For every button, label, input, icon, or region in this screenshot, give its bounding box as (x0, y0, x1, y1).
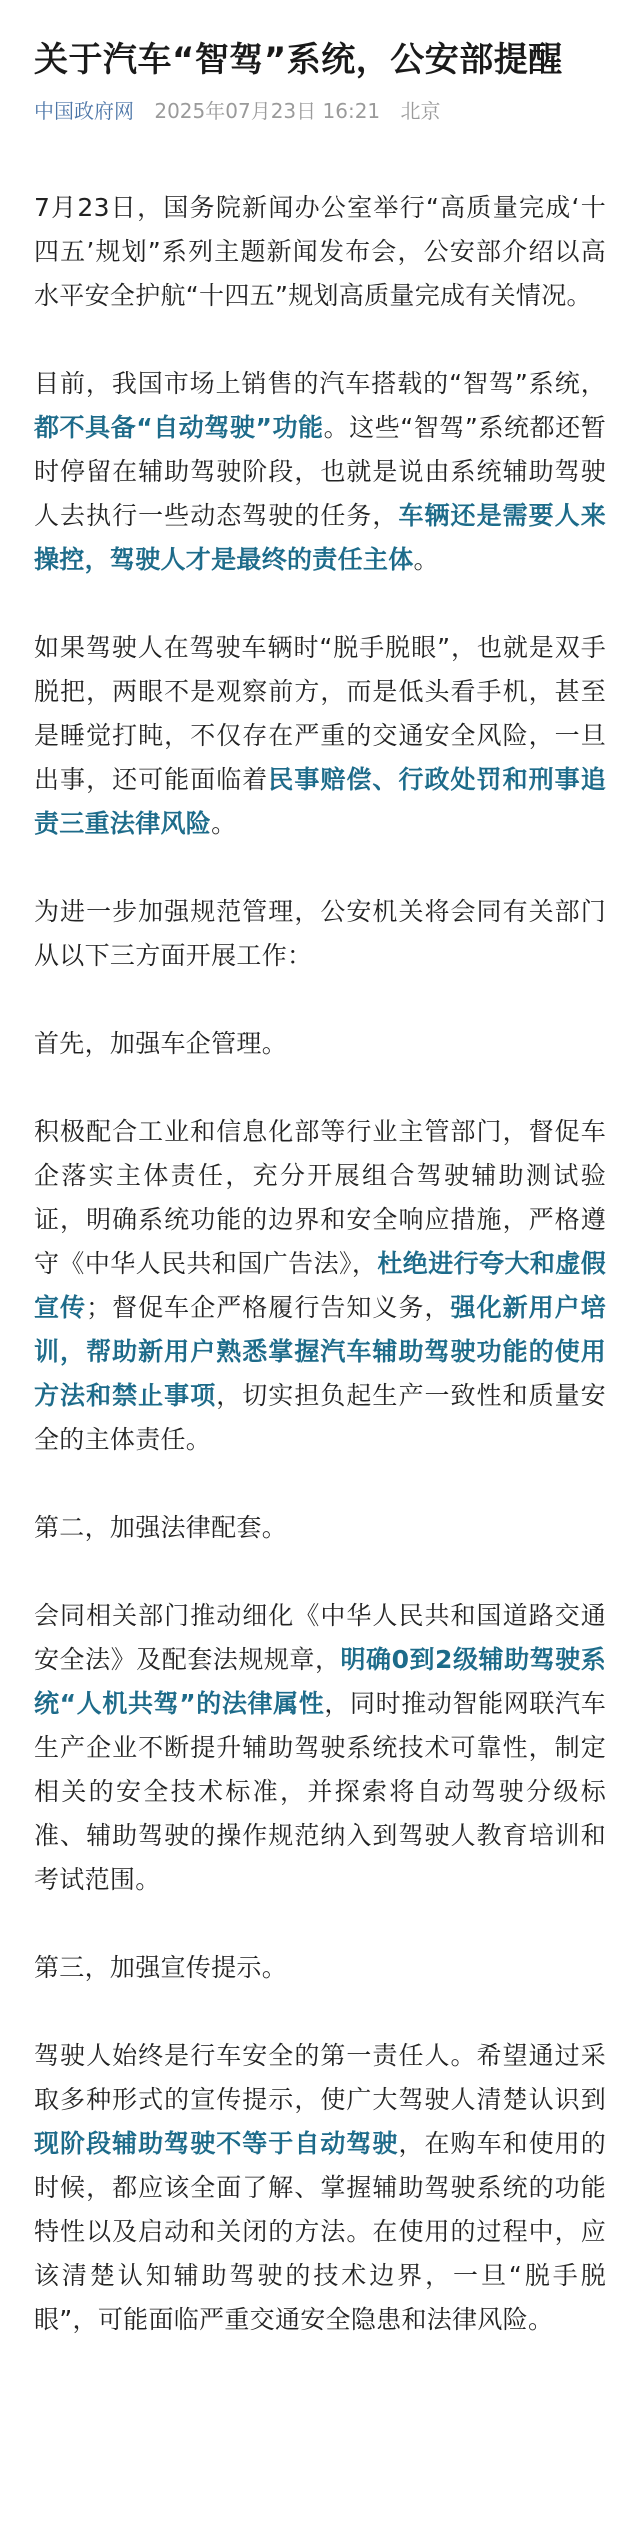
article-paragraph (34, 1022, 606, 1066)
highlighted-text: 民事赔偿、行政处罚和刑事追责三重法律风险 (34, 765, 606, 838)
paragraph-text: 首先，加强车企管理。 (34, 1029, 288, 1058)
publish-time: 2025年07月23日 16:21 (154, 99, 381, 123)
highlighted-text: 明确0到2级辅助驾驶系统“人机共驾”的法律属性 (34, 1645, 606, 1718)
publish-location: 北京 (400, 99, 441, 123)
source-link[interactable]: 中国政府网 (34, 99, 134, 123)
article-paragraph (34, 1506, 606, 1550)
paragraph-text: 7月23日，国务院新闻办公室举行“高质量完成‘十四五’规划”系列主题新闻发布会，公安部介绍以高水平安全护航“十四五”规划高质量完成有关情况。 (34, 193, 606, 310)
paragraph-text: 第三，加强宣传提示。 (34, 1953, 288, 1982)
article-body (34, 186, 606, 2342)
paragraph-text: 如果驾驶人在驾驶车辆时“脱手脱眼”，也就是双手脱把，两眼不是观察前方，而是低头看手机，甚至是睡觉打盹，不仅存在严重的交通安全风险，一旦出事，还可能面临着 (34, 633, 606, 794)
article-paragraph (34, 362, 606, 582)
paragraph-text: 。这些“智驾”系统都还暂时停留在辅助驾驶阶段，也就是说由系统辅助驾驶人去执行一些动态驾驶的任务， (34, 413, 606, 530)
article-paragraph (34, 890, 606, 978)
article-paragraph (34, 626, 606, 846)
article-meta (34, 96, 606, 126)
paragraph-text: ；督促车企严格履行告知义务， (86, 1293, 451, 1322)
highlighted-text: 强化新用户培训，帮助新用户熟悉掌握汽车辅助驾驶功能的使用方法和禁止事项 (34, 1293, 606, 1410)
paragraph-text: ，在购车和使用的时候，都应该全面了解、掌握辅助驾驶系统的功能特性以及启动和关闭的方法。在使用的过程中，应该清楚认知辅助驾驶的技术边界，一旦“脱手脱眼”，可能面临严重交通安全隐患和法律风险。 (34, 2129, 606, 2334)
article-paragraph (34, 1946, 606, 1990)
paragraph-text: 为进一步加强规范管理，公安机关将会同有关部门从以下三方面开展工作： (34, 897, 606, 970)
paragraph-text: 积极配合工业和信息化部等行业主管部门，督促车企落实主体责任，充分开展组合驾驶辅助测试验证，明确系统功能的边界和安全响应措施，严格遵守《中华人民共和国广告法》， (34, 1117, 606, 1278)
article-paragraph (34, 1110, 606, 1462)
paragraph-text: 。 (211, 809, 237, 838)
paragraph-text: 第二，加强法律配套。 (34, 1513, 288, 1542)
article-paragraph (34, 186, 606, 318)
article-paragraph (34, 1594, 606, 1902)
highlighted-text: 杜绝进行夸大和虚假宣传 (34, 1249, 607, 1322)
paragraph-text: ，切实担负起生产一致性和质量安全的主体责任。 (34, 1381, 606, 1454)
article-title: 关于汽车“智驾”系统，公安部提醒 (34, 40, 563, 80)
paragraph-text: 会同相关部门推动细化《中华人民共和国道路交通安全法》及配套法规规章， (34, 1601, 606, 1674)
highlighted-text: 现阶段辅助驾驶不等于自动驾驶 (34, 2129, 399, 2158)
paragraph-text: 。 (413, 545, 439, 574)
paragraph-text: 驾驶人始终是行车安全的第一责任人。希望通过采取多种形式的宣传提示，使广大驾驶人清楚认识到 (34, 2041, 606, 2114)
paragraph-text: 目前，我国市场上销售的汽车搭载的“智驾”系统， (34, 369, 606, 398)
highlighted-text: 车辆还是需要人来操控，驾驶人才是最终的责任主体 (34, 501, 606, 574)
paragraph-text: ，同时推动智能网联汽车生产企业不断提升辅助驾驶系统技术可靠性，制定相关的安全技术标准，并探索将自动驾驶分级标准、辅助驾驶的操作规范纳入到驾驶人教育培训和考试范围。 (34, 1689, 606, 1894)
article-paragraph (34, 2034, 606, 2342)
highlighted-text: 都不具备“自动驾驶”功能 (34, 413, 324, 442)
